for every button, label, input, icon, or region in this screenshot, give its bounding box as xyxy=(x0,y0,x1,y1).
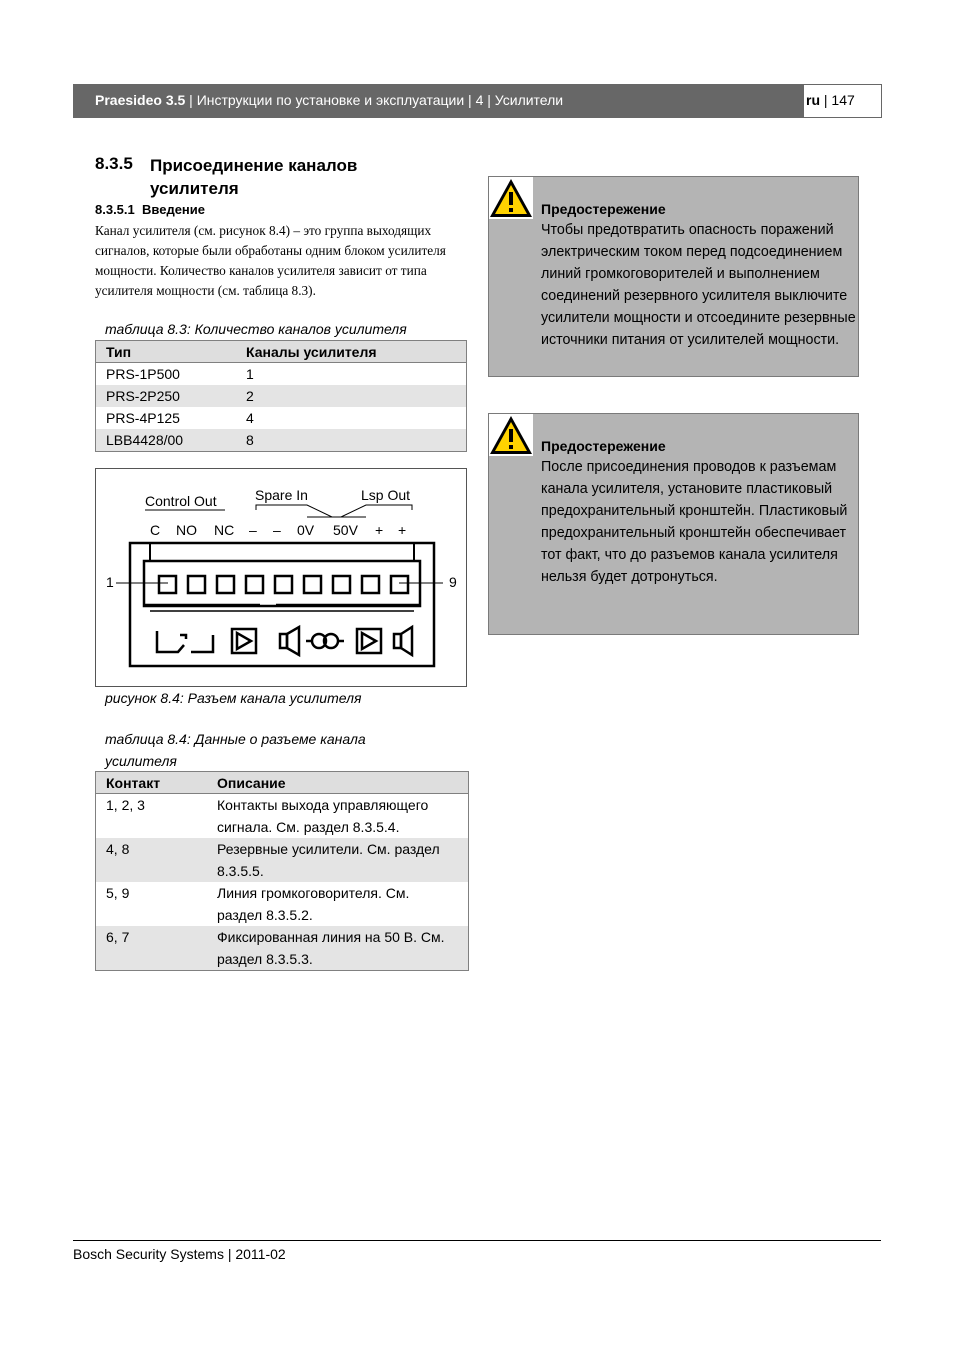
terminal-5 xyxy=(275,576,292,593)
pin-label-minus-lsp: – xyxy=(273,522,281,538)
cell-contact: 1, 2, 3 xyxy=(106,797,145,813)
page-number-box xyxy=(803,84,882,118)
table-row xyxy=(96,385,466,407)
table-8-3 xyxy=(95,340,467,452)
table-8-3-caption: таблица 8.3: Количество каналов усилителя xyxy=(105,321,407,337)
pin-label-minus-spare: – xyxy=(249,522,257,538)
speaker-1-cone-icon xyxy=(287,627,299,655)
bracket-lsp-out xyxy=(307,505,412,517)
header-product: Praesideo 3.5 xyxy=(95,92,186,108)
cell-channels: 2 xyxy=(236,385,466,407)
label-spare-in: Spare In xyxy=(255,487,308,503)
header-title xyxy=(95,92,563,108)
warning-2-title: Предостережение xyxy=(541,438,666,454)
connector-diagram xyxy=(95,468,467,687)
cell-description: Фиксированная линия на 50 В. См. раздел 8.3.5.3. xyxy=(207,926,468,970)
terminal-4 xyxy=(246,576,263,593)
intro-paragraph: Канал усилителя (см. рисунок 8.4) – это группа выходящих сигналов, которые были обработаны одним блоком усилителя мощности. Количество каналов усилителя зависит от типа усилителя мощности (см. таблица 8.3). xyxy=(95,223,446,298)
pin-label-no: NO xyxy=(176,522,197,538)
figure-8-4-caption: рисунок 8.4: Разъем канала усилителя xyxy=(105,690,362,706)
table-row xyxy=(96,429,466,451)
cell-type: PRS-1P500 xyxy=(106,366,180,382)
cell-contact: 4, 8 xyxy=(96,838,207,882)
table-row xyxy=(96,926,468,970)
header-breadcrumb: | Инструкции по установке и эксплуатации | 4 | Усилители xyxy=(185,92,564,108)
amplifier-triangle-2-icon xyxy=(362,633,376,649)
amplifier-triangle-1-icon xyxy=(237,633,251,649)
subsection-number: 8.3.5.1 xyxy=(95,202,135,217)
pin-label-50v: 50V xyxy=(333,522,358,538)
table-row xyxy=(96,363,466,386)
footer-divider xyxy=(73,1240,881,1241)
cell-description: Линия громкоговорителя. См. раздел 8.3.5.2. xyxy=(217,885,410,923)
terminal-7 xyxy=(333,576,350,593)
column-header-description: Описание xyxy=(207,772,468,794)
column-header-channels: Каналы усилителя xyxy=(236,341,466,363)
cell-type: LBB4428/00 xyxy=(96,429,236,451)
terminal-8 xyxy=(362,576,379,593)
footer-text: Bosch Security Systems | 2011-02 xyxy=(73,1246,286,1262)
pin-label-plus-b: + xyxy=(398,522,407,538)
table-row xyxy=(96,794,468,839)
terminals xyxy=(159,576,408,593)
warning-2-text: После присоединения проводов к разъемам канала усилителя, установите пластиковый предохранительный кронштейн. Пластиковый предохранительный кронштейн обеспечивает тот факт, что до разъемов канала усилителя нельзя будет дотронуться. xyxy=(541,459,848,585)
pin-label-nc: NC xyxy=(214,522,235,538)
table-8-4-caption: таблица 8.4: Данные о разъеме канала усилителя xyxy=(105,731,366,769)
relay-contact-nc-icon xyxy=(191,635,213,652)
page-header-bar xyxy=(73,84,804,118)
cell-contact: 5, 9 xyxy=(106,885,130,901)
warning-1-text: Чтобы предотвратить опасность поражений электрическим током перед подсоединением линий громкоговорителей и выполнением соединений резервного усилителя выключите усилители мощности и отсоедините резервные источники питания от усилителей мощности. xyxy=(541,222,856,348)
cell-channels: 8 xyxy=(236,429,466,451)
column-header-contact: Контакт xyxy=(96,772,207,794)
warning-box-1 xyxy=(488,176,859,377)
cell-type: PRS-2P250 xyxy=(96,385,236,407)
terminal-3 xyxy=(217,576,234,593)
header-language: ru xyxy=(806,92,820,108)
subsection-heading xyxy=(95,202,205,217)
table-header-row xyxy=(96,341,466,363)
pin-label-plus-a: + xyxy=(375,522,384,538)
terminal-6 xyxy=(304,576,321,593)
terminal-9 xyxy=(391,576,408,593)
callout-9: 9 xyxy=(449,574,457,590)
subsection-title: Введение xyxy=(142,202,205,217)
pin-label-c: C xyxy=(150,522,161,538)
callout-1: 1 xyxy=(106,574,114,590)
bracket-spare-in xyxy=(256,505,366,517)
label-control-out: Control Out xyxy=(145,493,217,509)
terminal-2 xyxy=(188,576,205,593)
connector-diagram-svg xyxy=(96,469,466,686)
section-number: 8.3.5 xyxy=(95,154,133,173)
warning-triangle-icon xyxy=(489,177,533,219)
table-row xyxy=(96,407,466,429)
cell-channels: 4 xyxy=(246,410,254,426)
relay-contact-tick-icon xyxy=(180,635,186,639)
warning-box-2 xyxy=(488,413,859,635)
cell-contact: 6, 7 xyxy=(96,926,207,970)
cell-description: Резервные усилители. См. раздел 8.3.5.5. xyxy=(207,838,468,882)
table-row xyxy=(96,838,468,882)
section-title: Присоединение каналов усилителя xyxy=(150,156,358,198)
speaker-2-cone-icon xyxy=(401,627,412,655)
relay-contact-icon xyxy=(157,631,184,652)
column-header-type: Тип xyxy=(96,341,236,363)
pin-label-0v: 0V xyxy=(297,522,315,538)
cell-type: PRS-4P125 xyxy=(106,410,180,426)
table-8-4 xyxy=(95,771,469,971)
header-page-number: | 147 xyxy=(820,92,855,108)
warning-1-title: Предостережение xyxy=(541,201,666,217)
table-header-row xyxy=(96,772,468,794)
warning-triangle-icon xyxy=(489,414,533,456)
cell-description: Контакты выхода управляющего сигнала. См. раздел 8.3.5.4. xyxy=(217,797,429,835)
terminal-1 xyxy=(159,576,176,593)
label-lsp-out: Lsp Out xyxy=(361,487,411,503)
cell-channels: 1 xyxy=(246,366,254,382)
table-row xyxy=(96,882,468,926)
